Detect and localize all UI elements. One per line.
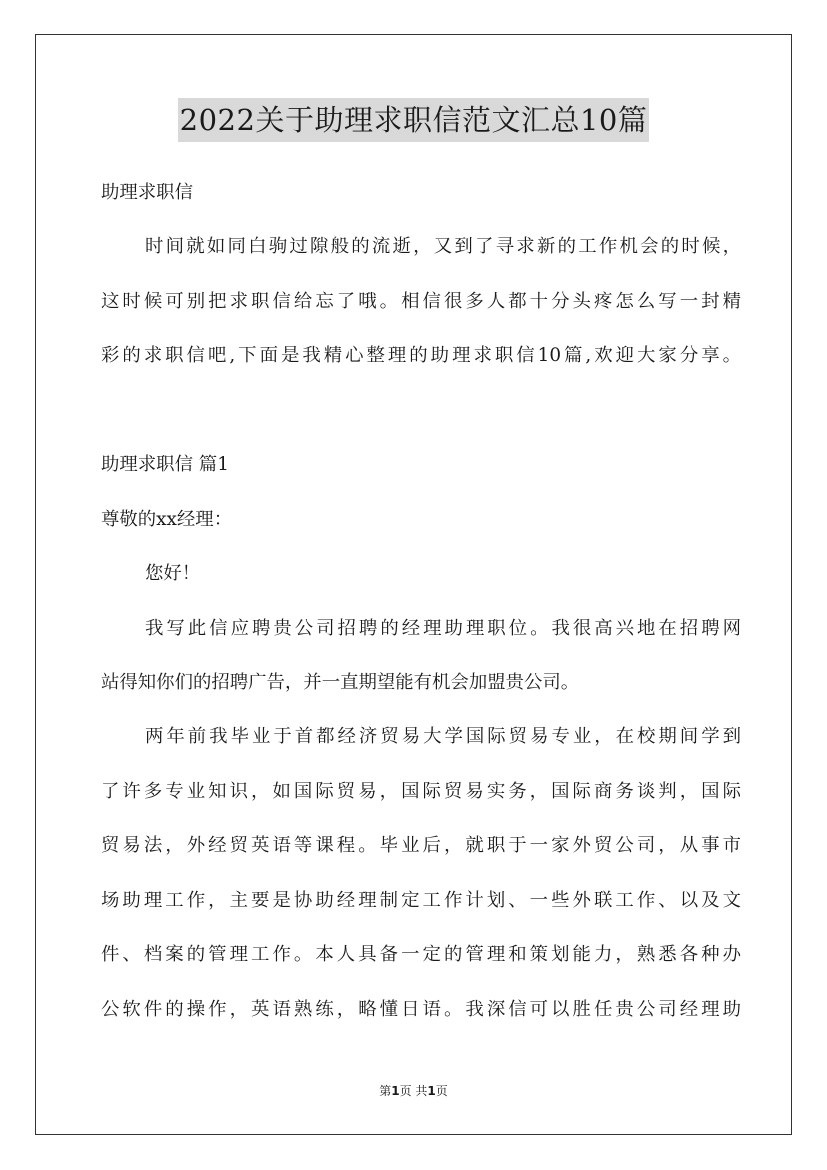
footer-total-suffix: 页 <box>435 1084 448 1098</box>
paragraph-line: 公软件的操作，英语熟练，略懂日语。我深信可以胜任贵公司经理助 <box>101 999 741 1020</box>
intro-line-3: 彩的求职信吧,下面是我精心整理的助理求职信10篇,欢迎大家分享。 <box>101 345 741 366</box>
intro-line-1: 时间就如同白驹过隙般的流逝，又到了寻求新的工作机会的时候， <box>145 236 741 257</box>
salutation: 尊敬的xx经理： <box>101 509 233 530</box>
paragraph-line: 件、档案的管理工作。本人具备一定的管理和策划能力，熟悉各种办 <box>101 944 741 965</box>
greeting: 您好！ <box>145 563 201 584</box>
paragraph-line: 两年前我毕业于首都经济贸易大学国际贸易专业，在校期间学到 <box>145 726 741 747</box>
paragraph-line: 了许多专业知识，如国际贸易，国际贸易实务，国际商务谈判，国际 <box>101 781 741 802</box>
paragraph-line: 场助理工作，主要是协助经理制定工作计划、一些外联工作、以及文 <box>101 890 741 911</box>
paragraph-line: 我写此信应聘贵公司招聘的经理助理职位。我很高兴地在招聘网 <box>145 618 741 639</box>
footer-prefix: 第 <box>379 1084 392 1098</box>
letter-heading: 助理求职信 篇1 <box>101 454 229 475</box>
footer-total-number: 1 <box>427 1084 436 1098</box>
footer-total-prefix: 共 <box>415 1084 428 1098</box>
footer-page-suffix: 页 <box>399 1084 412 1098</box>
page-footer <box>0 1083 827 1099</box>
title-wrap <box>0 98 827 142</box>
footer-page-number: 1 <box>391 1084 400 1098</box>
paragraph-line: 贸易法，外经贸英语等课程。毕业后，就职于一家外贸公司，从事市 <box>101 835 741 856</box>
section-heading: 助理求职信 <box>101 182 193 203</box>
document-title: 2022关于助理求职信范文汇总10篇 <box>178 98 650 142</box>
intro-line-2: 这时候可别把求职信给忘了哦。相信很多人都十分头疼怎么写一封精 <box>101 291 741 312</box>
paragraph-line: 站得知你们的招聘广告，并一直期望能有机会加盟贵公司。 <box>101 672 580 693</box>
